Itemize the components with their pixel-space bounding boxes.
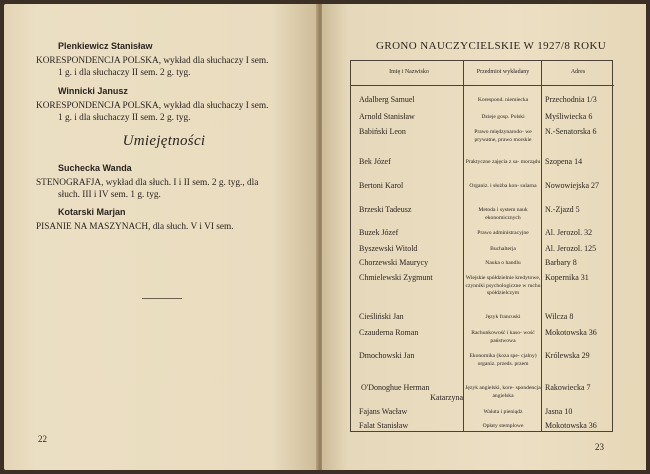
cell-name: Brzeski Tadeusz xyxy=(359,205,412,214)
divider-rule xyxy=(142,298,182,299)
cell-subject: Waluta i pieniądz xyxy=(483,409,523,415)
cell-subject: Metoda i system nauk ekonomicznych xyxy=(478,207,528,221)
column-divider xyxy=(541,61,542,431)
cell-name: Byszewski Witold xyxy=(359,244,418,253)
cell-subject: Rachunkowość i kaso- wość państwowa xyxy=(471,330,535,344)
cell-name: Chmielewski Zygmunt xyxy=(359,273,433,282)
cell-address: Wilcza 8 xyxy=(545,312,574,321)
cell-subject: Dzieje gosp. Polski xyxy=(481,114,525,120)
faculty-table xyxy=(350,60,613,432)
teacher-name: Suchecka Wanda xyxy=(58,163,132,173)
cell-address: Barbary 8 xyxy=(545,258,577,267)
cell-name: Arnold Stanisław xyxy=(359,112,415,121)
teacher-name: Kotarski Marjan xyxy=(58,207,126,217)
section-title: Umiejętności xyxy=(122,133,206,149)
cell-subject: Prawo administracyjne xyxy=(477,230,529,236)
teacher-name: Winnicki Janusz xyxy=(58,86,128,96)
cell-name: Cieśliński Jan xyxy=(359,312,404,321)
course-description: KORESPONDENCJA POLSKA, wykład dla słuchaczy I sem. 1 g. i dla słuchaczy II sem. 2 g. tyg. xyxy=(36,101,269,123)
cell-address: Jasna 10 xyxy=(545,407,573,416)
cell-subject: Wiejskie spółdzielnie kredytowe, czynniki psychologiczne w ruchu spółdzielczym xyxy=(465,275,541,296)
cell-address: Al. Jerozol. 32 xyxy=(545,228,593,237)
cell-subject: Opłaty stemplowe xyxy=(482,423,524,429)
page-number: 23 xyxy=(595,442,604,452)
cell-address: Mokotowska 36 xyxy=(545,421,597,430)
cell-name: Dmochowski Jan xyxy=(359,351,415,360)
teacher-name: Plenkiewicz Stanisław xyxy=(58,41,153,51)
header-name: Imię i Nazwisko xyxy=(389,69,429,75)
cell-name: Babiński Leon xyxy=(359,127,406,136)
cell-subject: Język angielski, kore- spondencja angielska xyxy=(465,385,541,399)
cell-address: Szopena 14 xyxy=(545,157,583,166)
cell-address: N.-Zjazd 5 xyxy=(545,205,580,214)
cell-subject: Praktyczne zajęcia z sa- morządu xyxy=(465,159,541,165)
cell-address: Królewska 29 xyxy=(545,351,590,360)
cell-name: O'Donoghue Herman Katarzyna xyxy=(361,383,463,402)
cell-subject: Ekonomika (koza spe- cjalny) organiz. przeds. przem xyxy=(469,353,537,367)
cell-address: Rakowiecka 7 xyxy=(545,383,591,392)
cell-address: Nowowiejska 27 xyxy=(545,181,599,190)
header-subject: Przedmiot wykładany xyxy=(476,69,530,75)
cell-name: Fajans Wacław xyxy=(359,407,408,416)
cell-name: Falat Stanisław xyxy=(359,421,409,430)
teacher-entry xyxy=(36,85,292,124)
page-number: 22 xyxy=(38,434,47,444)
cell-name: Bek Józef xyxy=(359,157,391,166)
cell-address: Przechodnia 1/3 xyxy=(545,95,597,104)
header-address: Adres xyxy=(570,69,586,75)
teacher-entry xyxy=(36,40,292,79)
cell-subject: Nauka o handlu xyxy=(485,260,521,266)
page-title: GRONO NAUCZYCIELSKIE W 1927/8 ROKU xyxy=(376,40,607,52)
cell-name: Adalberg Samuel xyxy=(359,95,415,104)
teacher-entry xyxy=(36,206,292,233)
cell-name: Czauderna Roman xyxy=(359,328,419,337)
cell-address: Mokotowska 36 xyxy=(545,328,597,337)
course-description: KORESPONDENCJA POLSKA, wykład dla słuchaczy I sem. 1 g. i dla słuchaczy II sem. 2 g. tyg. xyxy=(36,56,269,78)
course-description: PISANIE NA MASZYNACH, dla słuch. V i VI sem. xyxy=(36,222,234,232)
cell-name: Buzek Józef xyxy=(359,228,399,237)
cell-address: Myśliwiecka 6 xyxy=(545,112,593,121)
cell-subject: Korespond. niemiecka xyxy=(477,97,529,103)
table-header xyxy=(351,61,614,86)
teacher-entry xyxy=(36,162,292,201)
course-description: STENOGRAFJA, wykład dla słuch. I i II sem. 2 g. tyg., dla słuch. III i IV sem. 1 g. tyg. xyxy=(36,178,259,200)
cell-address: Al. Jerozol. 125 xyxy=(545,244,597,253)
cell-address: Kopernika 31 xyxy=(545,273,589,282)
cell-subject: Język francuski xyxy=(485,314,521,320)
cell-subject: Buchalterja xyxy=(490,246,516,252)
cell-subject: Organiz. i służba kon- sularna xyxy=(469,183,537,189)
cell-address: N.-Senatorska 6 xyxy=(545,127,597,136)
cell-name: Bertoni Karol xyxy=(359,181,404,190)
cell-subject: Prawo międzynarodo- we prywatne, prawo morskie xyxy=(474,129,532,143)
cell-name: Chorzewski Maurycy xyxy=(359,258,429,267)
